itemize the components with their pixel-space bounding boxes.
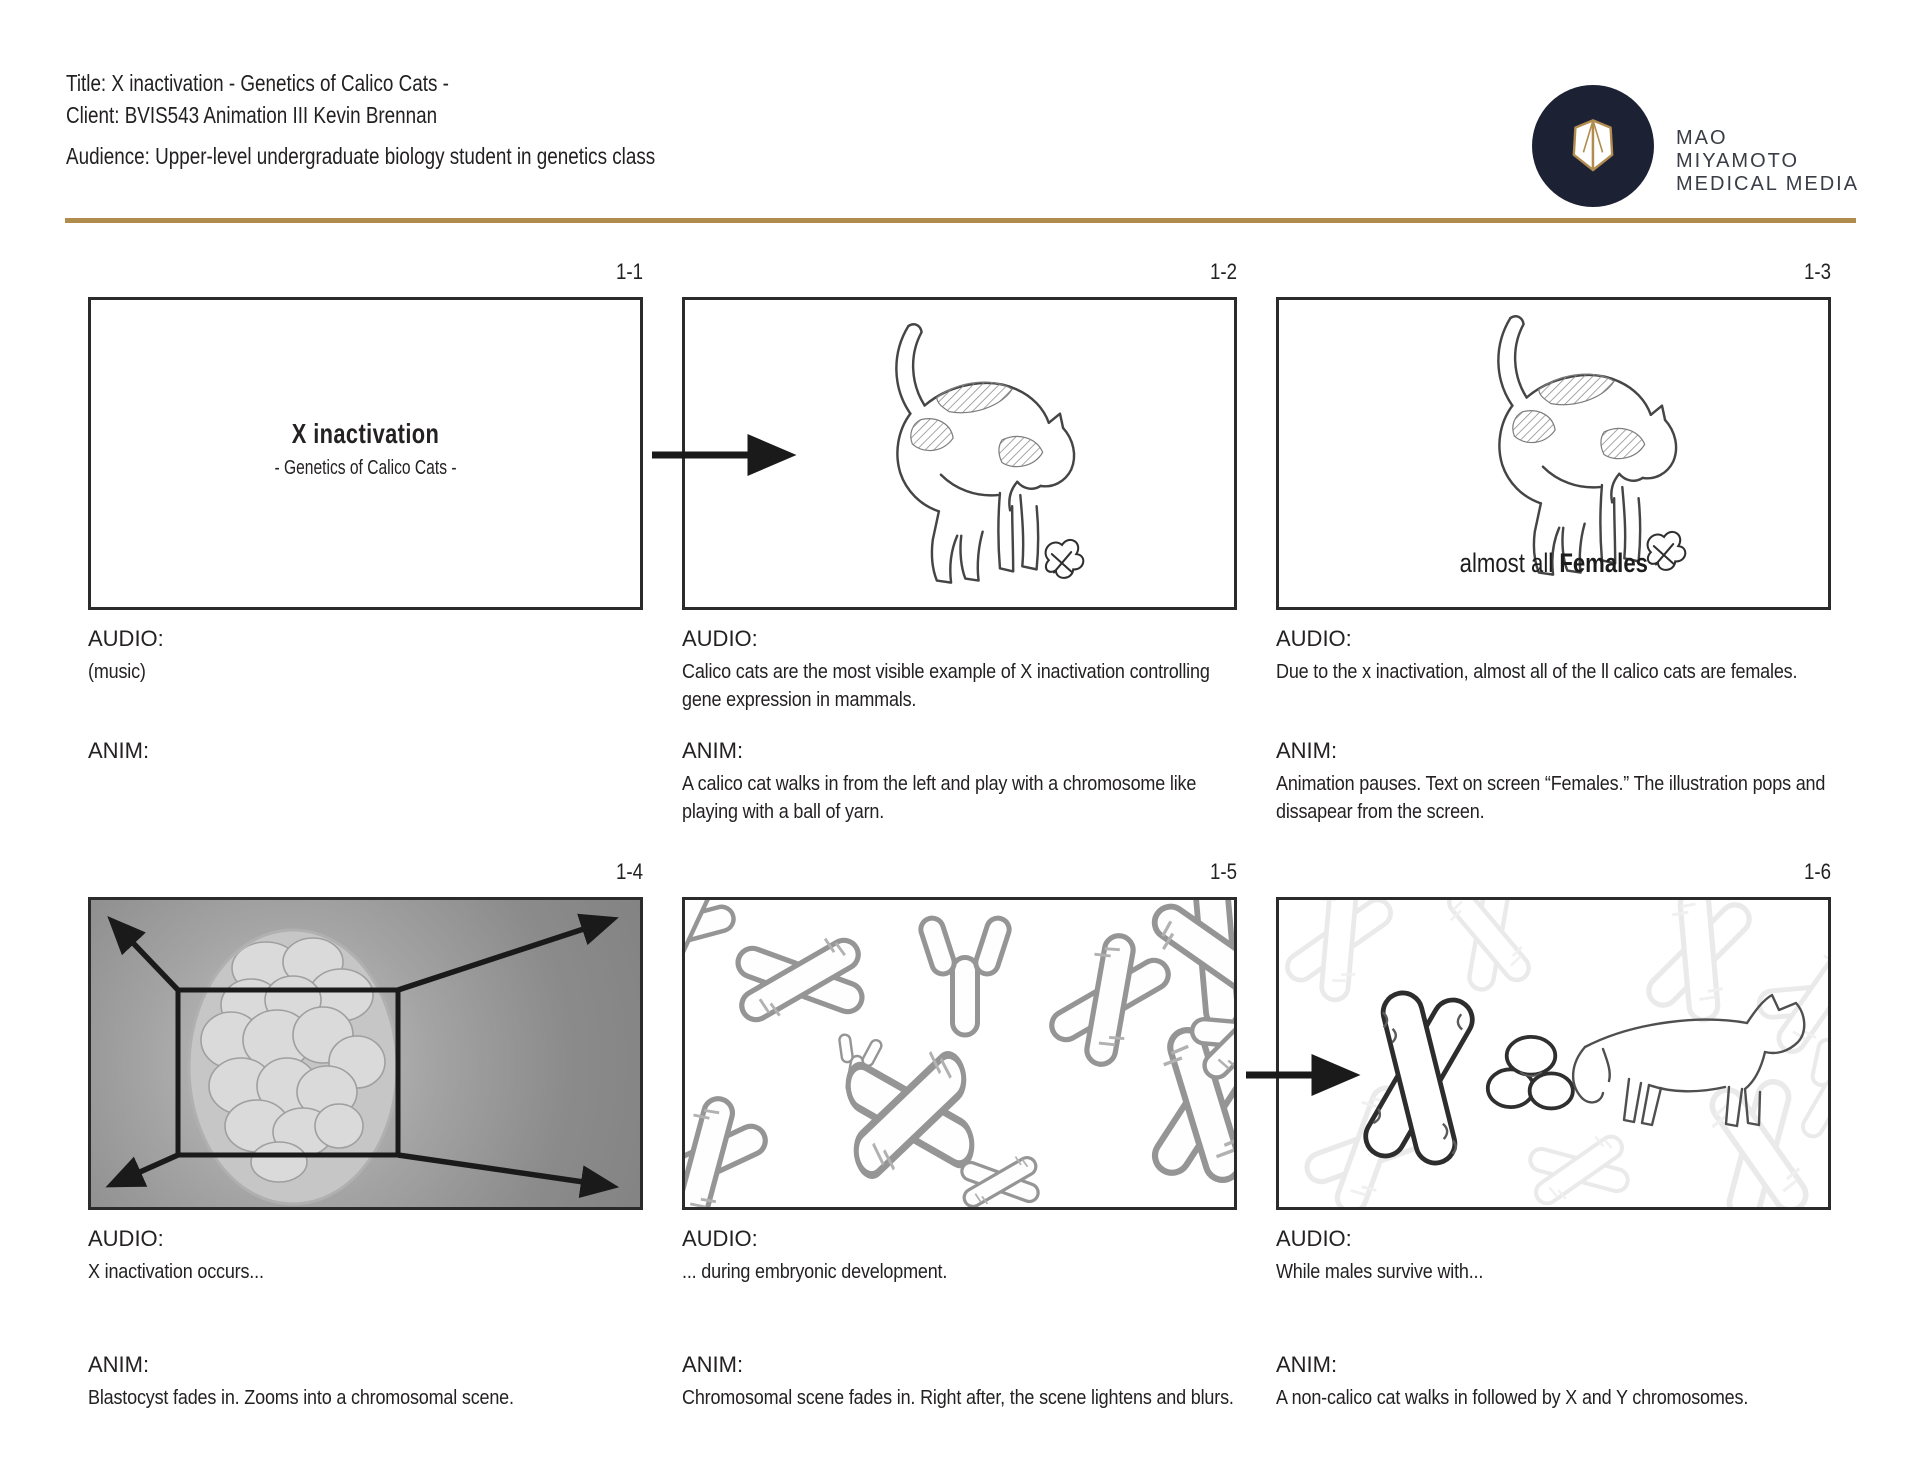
audio-text: While males survive with... [1276, 1261, 1484, 1283]
y-chromosome-icon [1488, 1037, 1573, 1109]
audio-text: ... during embryonic development. [682, 1261, 948, 1283]
caption-normal-text: almost all [1459, 548, 1560, 578]
audio-text: (music) [88, 661, 146, 683]
company-name [1676, 127, 1859, 196]
audio-text: Calico cats are the most visible example of X inactivation controlling gene expression in mammals. [682, 661, 1210, 711]
document-title: Title: X inactivation - Genetics of Calico Cats - [66, 70, 449, 96]
storyboard-frame-1-2 [682, 297, 1237, 610]
audio-label: AUDIO: [682, 1226, 758, 1251]
frame-caption-females [1279, 548, 1828, 579]
anim-text: A non-calico cat walks in followed by X and Y chromosomes. [1276, 1387, 1749, 1409]
storyboard-frame-1-3 [1276, 297, 1831, 610]
male-cat-xy-sketch [1279, 900, 1828, 1207]
caption-block-1-6 [1276, 1225, 1896, 1412]
frame-number-1-1: 1-1 [615, 259, 643, 284]
anim-label: ANIM: [88, 1352, 150, 1377]
document-client: Client: BVIS543 Animation III Kevin Brennan [66, 102, 438, 128]
title-card [91, 418, 640, 480]
origami-book-icon [1553, 106, 1633, 186]
company-name-line3: MEDICAL MEDIA [1676, 173, 1860, 195]
chromosome-scene-sketch [685, 900, 1234, 1207]
caption-bold-text: Females [1559, 548, 1648, 578]
calico-cat-sketch [847, 320, 1102, 605]
anim-label: ANIM: [1276, 738, 1338, 763]
company-logo [1532, 85, 1654, 207]
anim-label: ANIM: [88, 738, 150, 763]
caption-block-1-4 [88, 1225, 688, 1412]
audio-text: Due to the x inactivation, almost all of the ll calico cats are females. [1276, 661, 1798, 683]
audio-text: X inactivation occurs... [88, 1261, 264, 1283]
title-card-subtitle: - Genetics of Calico Cats - [274, 457, 457, 479]
anim-text: Chromosomal scene fades in. Right after, the scene lightens and blurs. [682, 1387, 1234, 1409]
caption-block-1-2 [682, 625, 1282, 826]
frame-number-1-4: 1-4 [615, 859, 643, 884]
frame-number-1-6: 1-6 [1803, 859, 1831, 884]
title-card-heading: X inactivation [291, 418, 440, 449]
anim-text: Blastocyst fades in. Zooms into a chromosomal scene. [88, 1387, 514, 1409]
caption-block-1-5 [682, 1225, 1302, 1412]
audio-label: AUDIO: [88, 626, 164, 651]
frame-number-1-5: 1-5 [1209, 859, 1237, 884]
anim-text: A calico cat walks in from the left and play with a chromosome like playing with a ball of yarn. [682, 773, 1197, 823]
blastocyst-sketch [91, 900, 640, 1207]
storyboard-frame-1-4 [88, 897, 643, 1210]
audio-label: AUDIO: [88, 1226, 164, 1251]
company-name-line2: MIYAMOTO [1676, 150, 1800, 172]
frame-number-1-3: 1-3 [1803, 259, 1831, 284]
storyboard-frame-1-5 [682, 897, 1237, 1210]
audio-label: AUDIO: [1276, 626, 1352, 651]
document-audience: Audience: Upper-level undergraduate biology student in genetics class [66, 143, 656, 169]
anim-label: ANIM: [1276, 1352, 1338, 1377]
storyboard-frame-1-6 [1276, 897, 1831, 1210]
frame-number-1-2: 1-2 [1209, 259, 1237, 284]
anim-label: ANIM: [682, 738, 744, 763]
gold-divider [65, 218, 1856, 223]
caption-block-1-1 [88, 625, 688, 770]
x-chromosome-icon [1357, 984, 1482, 1172]
storyboard-frame-1-1 [88, 297, 643, 610]
company-name-line1: MAO [1676, 127, 1728, 149]
audio-label: AUDIO: [1276, 1226, 1352, 1251]
audio-label: AUDIO: [682, 626, 758, 651]
anim-label: ANIM: [682, 1352, 744, 1377]
anim-text: Animation pauses. Text on screen “Females.” The illustration pops and dissapear from the screen. [1276, 773, 1826, 823]
caption-block-1-3 [1276, 625, 1920, 826]
